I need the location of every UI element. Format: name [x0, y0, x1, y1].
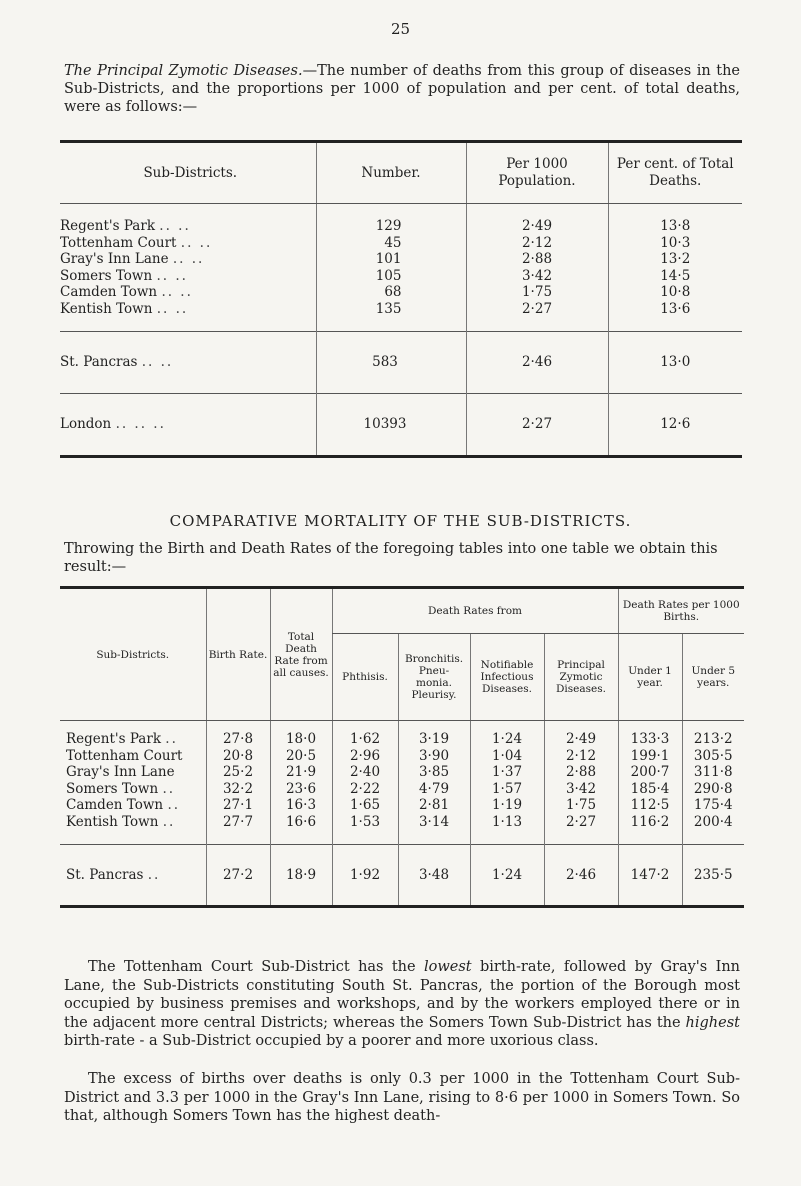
cell-birth-rate: 27·7 — [206, 814, 270, 845]
row-per-1000: 2·27 — [466, 394, 608, 457]
leader-dots: .. — [147, 866, 161, 883]
row-number: 101 — [316, 251, 466, 268]
cell-bronchitis: 4·79 — [398, 781, 470, 798]
table-row — [60, 797, 744, 814]
row-per-cent: 13·8 — [608, 204, 742, 235]
leader-dots: .. .. — [159, 218, 191, 234]
row-name: Camden Town — [60, 284, 158, 300]
cell-bronchitis: 3·19 — [398, 721, 470, 748]
cell-phthisis: 1·92 — [332, 845, 398, 907]
cell-under-1: 116·2 — [618, 814, 682, 845]
cell-phthisis: 2·22 — [332, 781, 398, 798]
para3-text-c: birth-rate - a Sub-District occupied by a poorer and more uxorious class. — [64, 1033, 599, 1049]
para3-text-b: birth-rate, followed by Gray's Inn Lane, the Sub-Districts constituting South St. Pancras, the portion of the Borough most occupied by business premises and workshops, and by the workers employed there or in the adjacent more central Districts; whereas the Somers Town Sub-District has the — [64, 959, 741, 1031]
row-name: Regent's Park — [60, 218, 155, 234]
t2-header-notifiable: Notifiable Infectious Diseases. — [470, 634, 544, 721]
section-heading: COMPARATIVE MORTALITY OF THE SUB-DISTRICTS. — [169, 512, 632, 530]
table-row — [60, 251, 742, 268]
cell-total-death: 20·5 — [270, 748, 332, 765]
t2-header-sub-districts: Sub-Districts. — [60, 588, 206, 721]
row-name: St. Pancras — [66, 866, 144, 883]
cell-under-5: 290·8 — [682, 781, 744, 798]
cell-zymotic: 2·49 — [544, 721, 618, 748]
leader-dots: .. — [167, 797, 181, 813]
leader-dots: .. — [165, 731, 178, 747]
cell-notifiable: 1·19 — [470, 797, 544, 814]
table-row — [60, 721, 744, 748]
cell-total-death: 18·0 — [270, 721, 332, 748]
row-name: Gray's Inn Lane — [60, 251, 169, 267]
t2-header-per-1000-births: Death Rates per 1000 Births. — [618, 588, 744, 634]
leader-dots: .. .. — [172, 251, 205, 267]
cell-notifiable: 1·24 — [470, 721, 544, 748]
row-per-cent: 13·2 — [608, 251, 742, 268]
london-row — [60, 394, 742, 457]
t1-header-sub-districts: Sub-Districts. — [60, 142, 316, 204]
emphasis-lowest: lowest — [423, 959, 472, 975]
cell-under-1: 112·5 — [618, 797, 682, 814]
table-row — [60, 284, 742, 301]
cell-zymotic: 3·42 — [544, 781, 618, 798]
row-name: Somers Town — [60, 267, 153, 284]
intro-text: —The number of deaths from this group of diseases in the Sub-Districts, and the proportions per 1000 of population and per cent. of total deaths, were as follows:— — [64, 63, 740, 115]
cell-under-1: 147·2 — [618, 845, 682, 907]
section-intro: Throwing the Birth and Death Rates of the foregoing tables into one table we obtain this result:— — [64, 541, 718, 575]
t2-header-zymotic: Principal Zymotic Diseases. — [544, 634, 618, 721]
row-per-cent: 13·0 — [608, 332, 742, 394]
leader-dots: .. .. — [161, 284, 193, 300]
cell-phthisis: 1·62 — [332, 721, 398, 748]
t2-header-under-5: Under 5 years. — [682, 634, 744, 721]
intro-lead: The Principal Zymotic Diseases. — [64, 63, 303, 79]
cell-bronchitis: 3·90 — [398, 748, 470, 765]
row-per-1000: 2·27 — [466, 301, 608, 332]
st-pancras-row — [60, 332, 742, 394]
row-name: Somers Town — [66, 780, 159, 797]
row-number: 129 — [316, 204, 466, 235]
leader-dots: .. .. — [141, 354, 174, 371]
cell-bronchitis: 2·81 — [398, 797, 470, 814]
row-per-1000: 2·46 — [466, 332, 608, 394]
t2-header-bronchitis: Bronchitis. Pneu- monia. Pleurisy. — [398, 634, 470, 721]
leader-dots: .. .. — [180, 234, 213, 251]
paragraph-excess-births: The excess of births over deaths is only 0.3 per 1000 in the Tottenham Court Sub-District and 3.3 per 1000 in the Gray's Inn Lane, rising to 8·6 per 1000 in Somers Town. So that, although Somers Town has the highest death- — [64, 1071, 740, 1124]
cell-zymotic: 2·88 — [544, 764, 618, 781]
row-per-1000: 3·42 — [466, 268, 608, 285]
row-per-cent: 10·8 — [608, 284, 742, 301]
row-name: Tottenham Court — [66, 747, 183, 764]
cell-under-1: 133·3 — [618, 721, 682, 748]
cell-phthisis: 2·40 — [332, 764, 398, 781]
cell-zymotic: 2·27 — [544, 814, 618, 845]
row-name: London — [60, 416, 112, 433]
cell-notifiable: 1·37 — [470, 764, 544, 781]
t2-header-death-rates-from: Death Rates from — [332, 588, 618, 634]
cell-notifiable: 1·13 — [470, 814, 544, 845]
row-per-cent: 12·6 — [608, 394, 742, 457]
cell-total-death: 21·9 — [270, 764, 332, 781]
leader-dots: .. — [162, 780, 176, 797]
leader-dots: .. .. — [156, 300, 189, 317]
t2-header-phthisis: Phthisis. — [332, 634, 398, 721]
table-row — [60, 781, 744, 798]
row-name: Regent's Park — [66, 731, 161, 747]
comparative-mortality-table — [60, 586, 744, 908]
cell-under-5: 311·8 — [682, 764, 744, 781]
cell-under-5: 200·4 — [682, 814, 744, 845]
intro-paragraph — [64, 62, 740, 116]
cell-birth-rate: 20·8 — [206, 748, 270, 765]
row-per-cent: 14·5 — [608, 268, 742, 285]
cell-birth-rate: 27·2 — [206, 845, 270, 907]
cell-bronchitis: 3·48 — [398, 845, 470, 907]
row-name: Gray's Inn Lane — [66, 764, 175, 780]
table-row — [60, 204, 742, 235]
row-number: 583 — [316, 332, 466, 394]
cell-phthisis: 1·53 — [332, 814, 398, 845]
cell-notifiable: 1·24 — [470, 845, 544, 907]
emphasis-highest: highest — [685, 1014, 740, 1031]
cell-total-death: 16·3 — [270, 797, 332, 814]
para3-text-a: The Tottenham Court Sub-District has the — [88, 959, 424, 975]
cell-total-death: 23·6 — [270, 781, 332, 798]
leader-dots: .. — [162, 813, 176, 830]
cell-total-death: 18·9 — [270, 845, 332, 907]
table-row — [60, 301, 742, 332]
cell-under-5: 235·5 — [682, 845, 744, 907]
cell-zymotic: 2·46 — [544, 845, 618, 907]
row-number: 135 — [316, 301, 466, 332]
cell-birth-rate: 27·8 — [206, 721, 270, 748]
row-number: 68 — [316, 284, 466, 301]
cell-bronchitis: 3·85 — [398, 764, 470, 781]
page-number: 25 — [390, 20, 411, 38]
row-name: Camden Town — [66, 797, 164, 813]
cell-notifiable: 1·04 — [470, 748, 544, 765]
table-row — [60, 764, 744, 781]
row-per-1000: 2·49 — [466, 204, 608, 235]
cell-total-death: 16·6 — [270, 814, 332, 845]
cell-under-1: 185·4 — [618, 781, 682, 798]
row-per-1000: 2·12 — [466, 235, 608, 252]
t2-header-total-death-rate: Total Death Rate from all causes. — [270, 588, 332, 721]
row-name: Kentish Town — [66, 813, 159, 830]
cell-under-5: 213·2 — [682, 721, 744, 748]
row-per-1000: 1·75 — [466, 284, 608, 301]
row-name: St. Pancras — [60, 354, 138, 371]
row-per-cent: 10·3 — [608, 235, 742, 252]
cell-under-5: 305·5 — [682, 748, 744, 765]
cell-phthisis: 2·96 — [332, 748, 398, 765]
row-name: Kentish Town — [60, 300, 153, 317]
row-name: Tottenham Court — [60, 234, 177, 251]
row-per-cent: 13·6 — [608, 301, 742, 332]
leader-dots: .. .. .. — [115, 416, 166, 433]
cell-birth-rate: 25·2 — [206, 764, 270, 781]
zymotic-diseases-table — [60, 140, 742, 458]
st-pancras-row — [60, 845, 744, 907]
table-row — [60, 814, 744, 845]
t2-header-birth-rate: Birth Rate. — [206, 588, 270, 721]
cell-zymotic: 2·12 — [544, 748, 618, 765]
cell-bronchitis: 3·14 — [398, 814, 470, 845]
t1-header-per-1000: Per 1000 Population. — [466, 142, 608, 204]
t1-header-number: Number. — [316, 142, 466, 204]
paragraph-birth-rates — [64, 958, 740, 1051]
t2-header-under-1: Under 1 year. — [618, 634, 682, 721]
cell-birth-rate: 27·1 — [206, 797, 270, 814]
cell-notifiable: 1·57 — [470, 781, 544, 798]
table-row — [60, 748, 744, 765]
cell-under-1: 200·7 — [618, 764, 682, 781]
row-per-1000: 2·88 — [466, 251, 608, 268]
cell-zymotic: 1·75 — [544, 797, 618, 814]
row-number: 105 — [316, 268, 466, 285]
row-number: 10393 — [316, 394, 466, 457]
cell-birth-rate: 32·2 — [206, 781, 270, 798]
table-row — [60, 268, 742, 285]
cell-phthisis: 1·65 — [332, 797, 398, 814]
cell-under-1: 199·1 — [618, 748, 682, 765]
row-number: 45 — [316, 235, 466, 252]
table-row — [60, 235, 742, 252]
leader-dots: .. .. — [156, 267, 188, 284]
t1-header-per-cent: Per cent. of Total Deaths. — [608, 142, 742, 204]
cell-under-5: 175·4 — [682, 797, 744, 814]
